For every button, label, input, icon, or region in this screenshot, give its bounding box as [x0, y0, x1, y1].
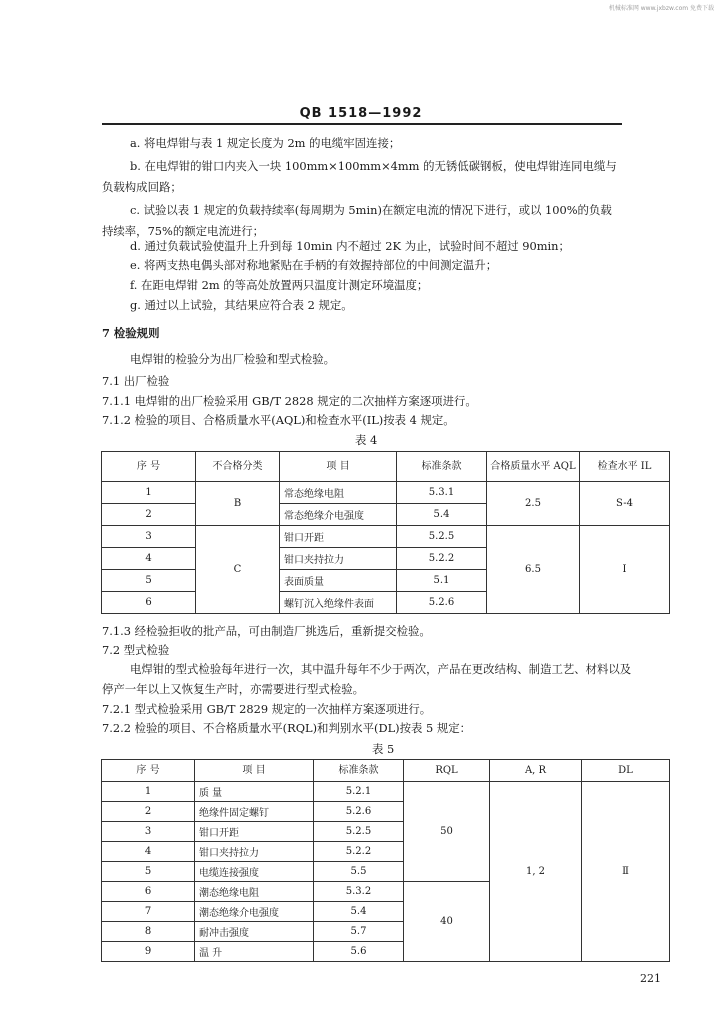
- table4-clause-cell: 5.2.5: [397, 526, 487, 548]
- table-row: 5: [102, 570, 196, 592]
- section-7-intro: 电焊钳的检验分为出厂检验和型式检验。: [130, 352, 336, 366]
- table4-header-clause: 标准条款: [397, 452, 487, 482]
- table5-item-cell: 钳口开距: [195, 822, 314, 842]
- table4-item-cell: 螺钉沉入绝缘件表面: [280, 592, 397, 614]
- table4-header-seq: 序 号: [102, 452, 196, 482]
- item-b-cont: 负载构成回路；: [102, 180, 182, 194]
- table5-header-seq: 序 号: [102, 760, 195, 782]
- table4-item-cell: 钳口夹持拉力: [280, 548, 397, 570]
- table4-il-cell: S-4: [580, 482, 670, 526]
- table-row: 8: [102, 922, 195, 942]
- item-f: f. 在距电焊钳 2m 的等高处放置两只温度计测定环境温度；: [130, 278, 429, 292]
- table4-header-item: 项 目: [280, 452, 397, 482]
- table5-rql-cell: 40: [404, 882, 490, 962]
- watermark-text: 机械标准网 www.jxbzw.com 免费下载: [608, 5, 714, 12]
- table5-clause-cell: 5.5: [314, 862, 404, 882]
- table-row: 4: [102, 842, 195, 862]
- table4-clause-cell: 5.3.1: [397, 482, 487, 504]
- section-7-2-intro-cont: 停产一年以上又恢复生产时，亦需要进行型式检验。: [102, 682, 364, 696]
- table5-item-cell: 耐冲击强度: [195, 922, 314, 942]
- table5-clause-cell: 5.6: [314, 942, 404, 962]
- table-row: 2: [102, 504, 196, 526]
- page-number: 221: [640, 972, 661, 985]
- table5-item-cell: 温 升: [195, 942, 314, 962]
- table4-clause-cell: 5.4: [397, 504, 487, 526]
- table5-item-cell: 电缆连接强度: [195, 862, 314, 882]
- section-7-2-intro: 电焊钳的型式检验每年进行一次，其中温升每年不少于两次，产品在更改结构、制造工艺、材料以及: [130, 662, 632, 676]
- table5-header-rql: RQL: [404, 760, 490, 782]
- table5-rql-cell: 50: [404, 782, 490, 882]
- table5-item-cell: 潮态绝缘介电强度: [195, 902, 314, 922]
- table5-item-cell: 钳口夹持拉力: [195, 842, 314, 862]
- table-5: [101, 759, 670, 962]
- table4-aql-cell: 6.5: [487, 526, 580, 614]
- table5-clause-cell: 5.2.6: [314, 802, 404, 822]
- table4-clause-cell: 5.2.2: [397, 548, 487, 570]
- table4-aql-cell: 2.5: [487, 482, 580, 526]
- table5-header-ar: A, R: [490, 760, 582, 782]
- table5-header-clause: 标准条款: [314, 760, 404, 782]
- section-7-2-1: 7.2.1 型式检验采用 GB/T 2829 规定的一次抽样方案逐项进行。: [102, 702, 432, 716]
- table5-item-cell: 质 量: [195, 782, 314, 802]
- table4-class-cell: B: [196, 482, 280, 526]
- table4-header-aql: 合格质量水平 AQL: [487, 452, 580, 482]
- item-d: d. 通过负载试验使温升上升到每 10min 内不超过 2K 为止，试验时间不超过 90min；: [130, 239, 570, 253]
- item-e: e. 将两支热电偶头部对称地紧贴在手柄的有效握持部位的中间测定温升；: [130, 258, 498, 272]
- section-7-2-2: 7.2.2 检验的项目、不合格质量水平(RQL)和判别水平(DL)按表 5 规定：: [102, 721, 472, 735]
- table5-clause-cell: 5.2.1: [314, 782, 404, 802]
- table-row: 7: [102, 902, 195, 922]
- table-4: [101, 451, 670, 614]
- table5-clause-cell: 5.7: [314, 922, 404, 942]
- table4-caption: 表 4: [355, 433, 378, 447]
- section-7-1-1: 7.1.1 电焊钳的出厂检验采用 GB/T 2828 规定的二次抽样方案逐项进行。: [102, 394, 477, 408]
- item-a: a. 将电焊钳与表 1 规定长度为 2m 的电缆牢固连接；: [130, 136, 401, 150]
- table5-item-cell: 潮态绝缘电阻: [195, 882, 314, 902]
- table5-clause-cell: 5.2.2: [314, 842, 404, 862]
- table5-clause-cell: 5.2.5: [314, 822, 404, 842]
- table4-il-cell: I: [580, 526, 670, 614]
- section-7-2-heading: 7.2 型式检验: [102, 643, 170, 657]
- table5-header-item: 项 目: [195, 760, 314, 782]
- table4-header-il: 检查水平 IL: [580, 452, 670, 482]
- table4-item-cell: 常态绝缘介电强度: [280, 504, 397, 526]
- item-c: c. 试验以表 1 规定的负载持续率(每周期为 5min)在额定电流的情况下进行，或以 100%的负载: [130, 203, 612, 217]
- page-header: QB 1518—1992: [299, 106, 423, 121]
- table5-ar-cell: 1, 2: [490, 782, 582, 962]
- item-c-cont: 持续率，75%的额定电流进行；: [102, 224, 265, 238]
- table-row: 4: [102, 548, 196, 570]
- table4-header-class: 不合格分类: [196, 452, 280, 482]
- table-row: 6: [102, 592, 196, 614]
- header-rule: [102, 123, 622, 125]
- table5-clause-cell: 5.4: [314, 902, 404, 922]
- table-row: 3: [102, 822, 195, 842]
- item-g: g. 通过以上试验，其结果应符合表 2 规定。: [130, 298, 353, 312]
- table5-dl-cell: Ⅱ: [582, 782, 670, 962]
- table-row: 6: [102, 882, 195, 902]
- table4-class-cell: C: [196, 526, 280, 614]
- table5-clause-cell: 5.3.2: [314, 882, 404, 902]
- table-row: 5: [102, 862, 195, 882]
- table-row: 2: [102, 802, 195, 822]
- table5-item-cell: 绝缘件固定螺钉: [195, 802, 314, 822]
- section-7-heading: 7 检验规则: [102, 326, 160, 340]
- table5-caption: 表 5: [372, 742, 395, 756]
- table4-item-cell: 表面质量: [280, 570, 397, 592]
- item-b: b. 在电焊钳的钳口内夹入一块 100mm×100mm×4mm 的无锈低碳钢板，使电焊钳连同电缆与: [130, 159, 617, 173]
- table-row: 9: [102, 942, 195, 962]
- table-row: 3: [102, 526, 196, 548]
- section-7-1-heading: 7.1 出厂检验: [102, 374, 170, 388]
- table-row: 1: [102, 482, 196, 504]
- table4-item-cell: 钳口开距: [280, 526, 397, 548]
- table4-item-cell: 常态绝缘电阻: [280, 482, 397, 504]
- section-7-1-2: 7.1.2 检验的项目、合格质量水平(AQL)和检查水平(IL)按表 4 规定。: [102, 413, 455, 427]
- section-7-1-3: 7.1.3 经检验拒收的批产品，可由制造厂挑选后，重新提交检验。: [102, 624, 431, 638]
- table4-clause-cell: 5.1: [397, 570, 487, 592]
- table5-header-dl: DL: [582, 760, 670, 782]
- table-row: 1: [102, 782, 195, 802]
- table4-clause-cell: 5.2.6: [397, 592, 487, 614]
